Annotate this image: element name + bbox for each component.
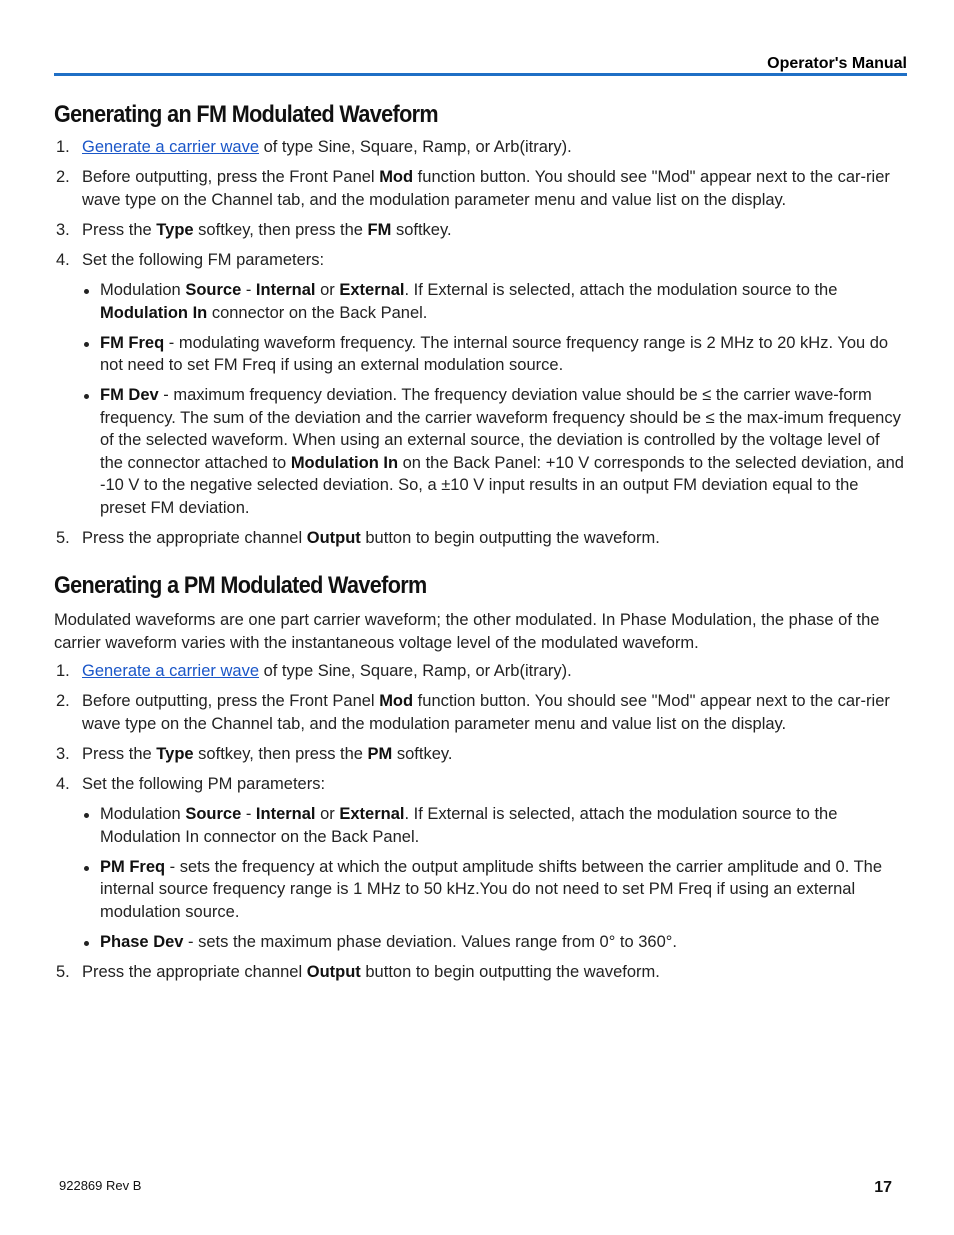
document-number: 922869 Rev B (59, 1178, 142, 1193)
fm-step-2 (54, 166, 907, 211)
step-text: Set the following PM parameters: (82, 774, 326, 793)
header-rule (54, 73, 907, 76)
step-text: Press the appropriate channel (82, 962, 307, 981)
step-number: 1. (56, 138, 70, 156)
pm-heading: Generating a PM Modulated Waveform (54, 572, 427, 599)
pm-step-2 (54, 690, 907, 735)
param-text: or (315, 805, 340, 823)
param-text: - (241, 805, 256, 823)
step-number: 5. (56, 528, 70, 547)
step-text: Before outputting, press the Front Panel (82, 168, 380, 186)
output-button-term: Output (306, 962, 361, 981)
param-text: - (241, 281, 256, 299)
source-term: Source (185, 805, 242, 823)
param-text: - sets the maximum phase deviation. Values range from 0° to 360°. (183, 932, 677, 951)
generate-carrier-wave-link[interactable]: Generate a carrier wave (82, 138, 259, 156)
pm-steps (54, 660, 907, 795)
fm-param-dev (54, 384, 907, 519)
pm-parameter-list (54, 803, 907, 953)
pm-step-4 (54, 773, 907, 796)
type-softkey-term: Type (156, 744, 194, 763)
mod-button-term: Mod (379, 168, 414, 186)
step-number: 2. (56, 692, 70, 710)
modulation-in-term: Modulation In (100, 303, 208, 322)
step-number: 2. (56, 168, 70, 186)
pm-param-dev (54, 931, 907, 954)
param-text: - sets the frequency at which the output amplitude shifts between the carrier amplitude and 0. The internal source frequency range is 1 MHz to 50 kHz.You do not need to set PM Freq if using an external modulation source. (100, 857, 883, 921)
output-button-term: Output (306, 528, 361, 547)
step-text: softkey. (391, 220, 452, 239)
param-text: or (315, 281, 340, 299)
modulation-in-term: Modulation In (290, 453, 399, 472)
fm-dev-term: FM Dev (100, 386, 159, 404)
step-number: 4. (56, 774, 70, 793)
step-number: 5. (56, 962, 70, 981)
pm-intro: Modulated waveforms are one part carrier waveform; the other modulated. In Phase Modulation, the phase of the carrier waveform varies with the instantaneous voltage level of the modulated waveform. (54, 611, 880, 652)
page-header-title: Operator's Manual (767, 55, 907, 72)
pm-step-1 (54, 660, 907, 683)
fm-step-1 (54, 136, 907, 159)
step-text: Set the following FM parameters: (82, 250, 325, 269)
fm-step-3 (54, 219, 907, 242)
step-text: button to begin outputting the waveform. (360, 962, 660, 981)
step-text: of type Sine, Square, Ramp, or Arb(itrary). (259, 662, 572, 680)
step-text: function button. You should see "Mod" appear next to the car-rier wave type on the Channel tab, and the modulation parameter menu and value list on the display. (82, 692, 890, 733)
internal-term: Internal (255, 805, 316, 823)
type-softkey-term: Type (156, 220, 194, 239)
step-text: of type Sine, Square, Ramp, or Arb(itrary). (259, 138, 572, 156)
step-text: button to begin outputting the waveform. (360, 528, 660, 547)
external-term: External (339, 281, 405, 299)
fm-heading: Generating an FM Modulated Waveform (54, 101, 438, 128)
page-number: 17 (874, 1179, 892, 1196)
param-text: Modulation (100, 805, 186, 823)
fm-param-freq (54, 332, 907, 377)
param-text: connector on the Back Panel. (207, 303, 428, 322)
fm-steps (54, 136, 907, 271)
step-number: 4. (56, 250, 70, 269)
param-text: . If External is selected, attach the modulation source to the (404, 281, 838, 299)
step-text: Press the (82, 220, 157, 239)
fm-step-5 (54, 527, 907, 550)
param-text: - maximum frequency deviation. The frequency deviation value should be ≤ the carrier wave-form frequency. The sum of the deviation and the carrier waveform frequency should be ≤ the max-imum frequency of the selected waveform. When using an external source, the deviation is controlled by the voltage level of the connector attached to (100, 386, 901, 472)
fm-freq-term: FM Freq (100, 333, 165, 352)
pm-param-freq (54, 856, 907, 924)
pm-softkey-term: PM (367, 744, 393, 763)
fm-parameter-list (54, 279, 907, 519)
param-text: . If External is selected, attach the modulation source to the Modulation In connector on the Back Panel. (100, 805, 838, 846)
step-number: 3. (56, 744, 70, 763)
external-term: External (339, 805, 405, 823)
fm-step-4 (54, 249, 907, 272)
phase-dev-term: Phase Dev (100, 932, 184, 951)
param-text: - modulating waveform frequency. The internal source frequency range is 2 MHz to 20 kHz. You do not need to set FM Freq if using an external modulation source. (100, 333, 889, 374)
internal-term: Internal (255, 281, 316, 299)
step-text: Before outputting, press the Front Panel (82, 692, 380, 710)
fm-param-source (54, 279, 907, 324)
param-text: Modulation (100, 281, 186, 299)
fm-section (54, 100, 907, 549)
step-text: Press the (82, 744, 157, 763)
fm-softkey-term: FM (367, 220, 392, 239)
pm-step-3 (54, 743, 907, 766)
pm-step-5 (54, 961, 907, 984)
mod-button-term: Mod (379, 692, 414, 710)
step-number: 1. (56, 662, 70, 680)
step-text: function button. You should see "Mod" appear next to the car-rier wave type on the Channel tab, and the modulation parameter menu and value list on the display. (82, 168, 890, 209)
pm-freq-term: PM Freq (100, 857, 166, 876)
generate-carrier-wave-link[interactable]: Generate a carrier wave (82, 662, 259, 680)
pm-steps-continued (54, 961, 907, 984)
source-term: Source (185, 281, 242, 299)
param-text: on the Back Panel: +10 V corresponds to the selected deviation, and -10 V to the negative selected deviation. So, a ±10 V input results in an output FM deviation equal to the preset FM deviation. (100, 453, 904, 517)
step-text: softkey, then press the (193, 744, 368, 763)
step-text: softkey. (392, 744, 453, 763)
fm-steps-continued (54, 527, 907, 550)
step-text: Press the appropriate channel (82, 528, 307, 547)
page-content (54, 100, 907, 991)
step-number: 3. (56, 220, 70, 239)
pm-param-source (54, 803, 907, 848)
pm-section (54, 571, 907, 983)
step-text: softkey, then press the (193, 220, 368, 239)
